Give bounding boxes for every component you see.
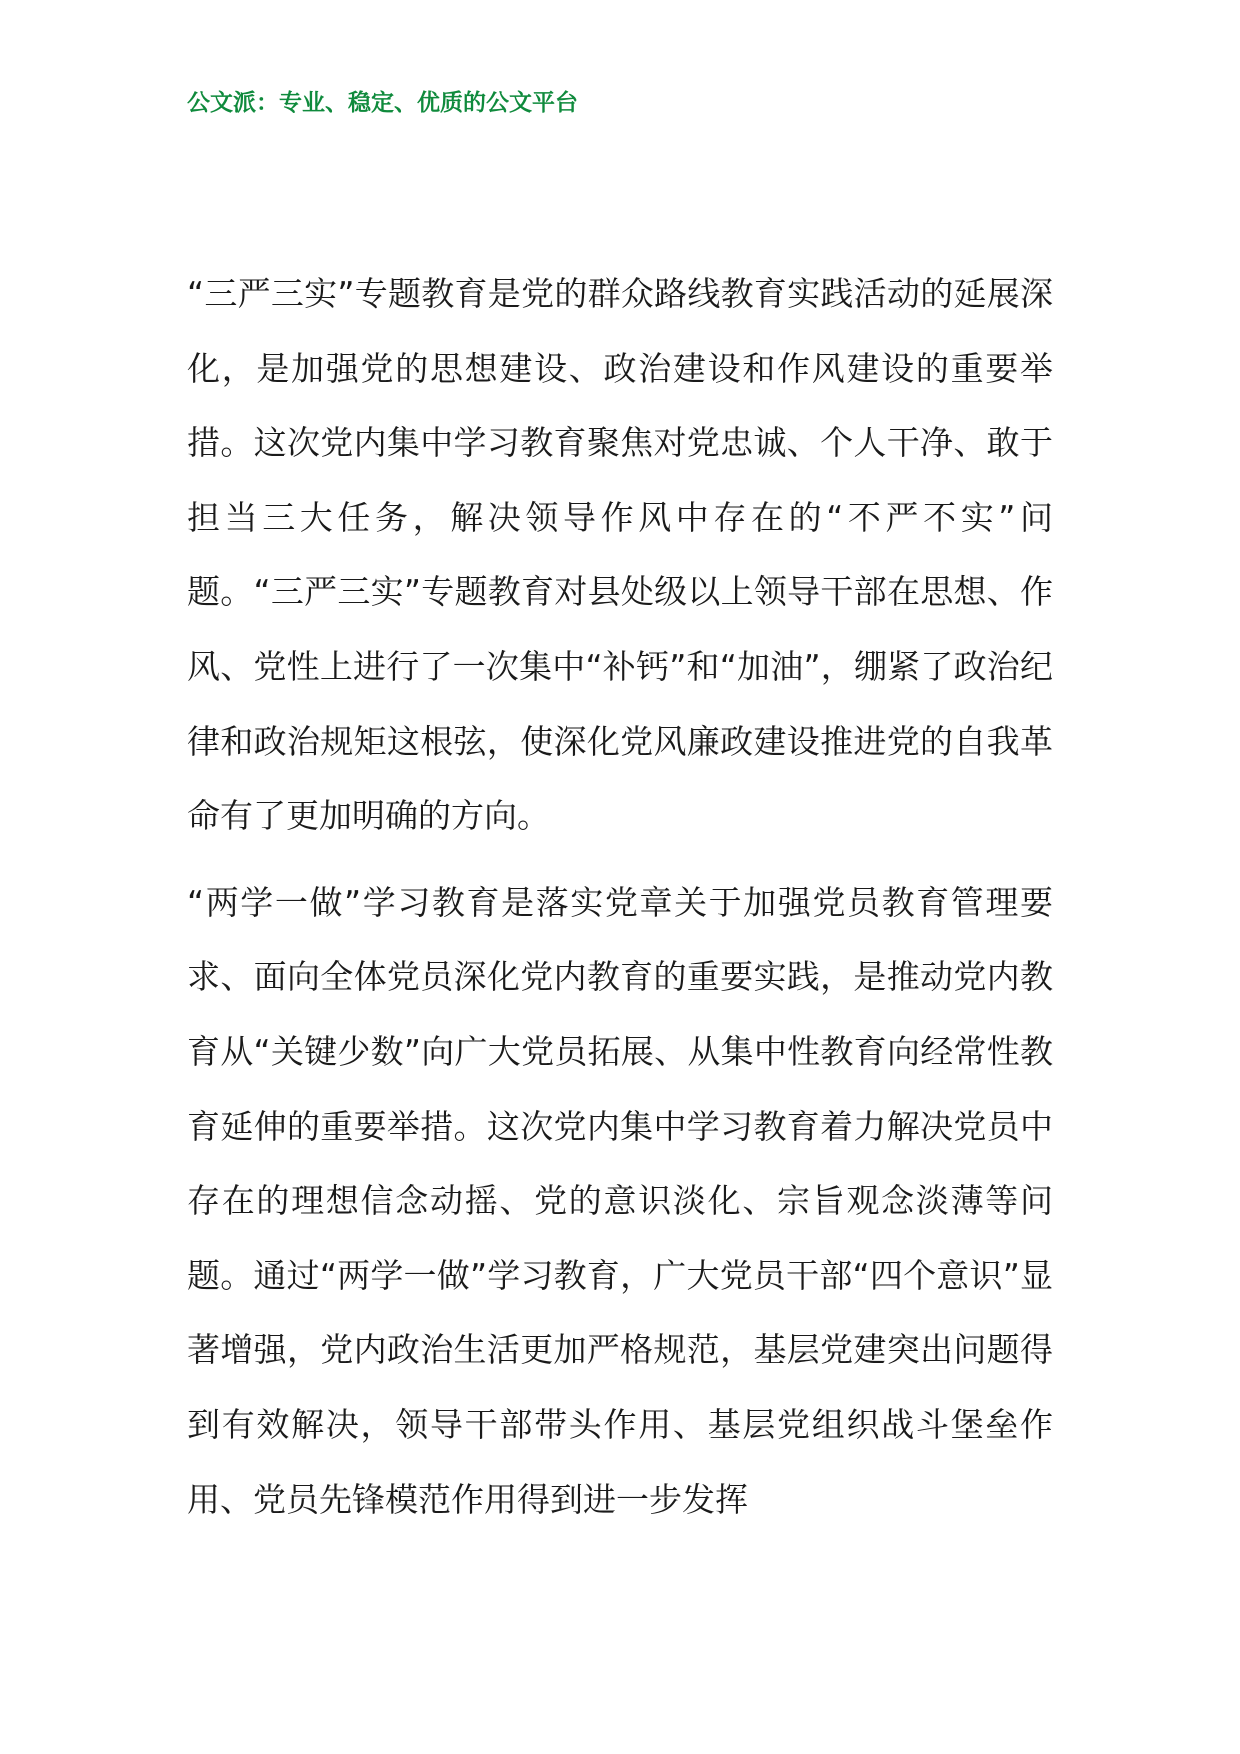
paragraph-liangxue-yizuo: “两学一做”学习教育是落实党章关于加强党员教育管理要求、面向全体党员深化党内教育的重要实践，是推动党内教育从“关键少数”向广大党员拓展、从集中性教育向经常性教育延伸的重要举措。这次党内集中学习教育着力解决党员中存在的理想信念动摇、党的意识淡化、宗旨观念淡薄等问题。通过“两学一做”学习教育，广大党员干部“四个意识”显著增强，党内政治生活更加严格规范，基层党建突出问题得到有效解决，领导干部带头作用、基层党组织战斗堡垒作用、党员先锋模范作用得到进一步发挥 — [187, 882, 1053, 1519]
document-body — [187, 257, 1053, 1537]
site-header: 公文派：专业、稳定、优质的公文平台 — [187, 89, 578, 116]
paragraph-sanyan-sanshi: “三严三实”专题教育是党的群众路线教育实践活动的延展深化，是加强党的思想建设、政治建设和作风建设的重要举措。这次党内集中学习教育聚焦对党忠诚、个人干净、敢于担当三大任务，解决领导作风中存在的“不严不实”问题。“三严三实”专题教育对县处级以上领导干部在思想、作风、党性上进行了一次集中“补钙”和“加油”，绷紧了政治纪律和政治规矩这根弦，使深化党风廉政建设推进党的自我革命有了更加明确的方向。 — [187, 274, 1053, 836]
